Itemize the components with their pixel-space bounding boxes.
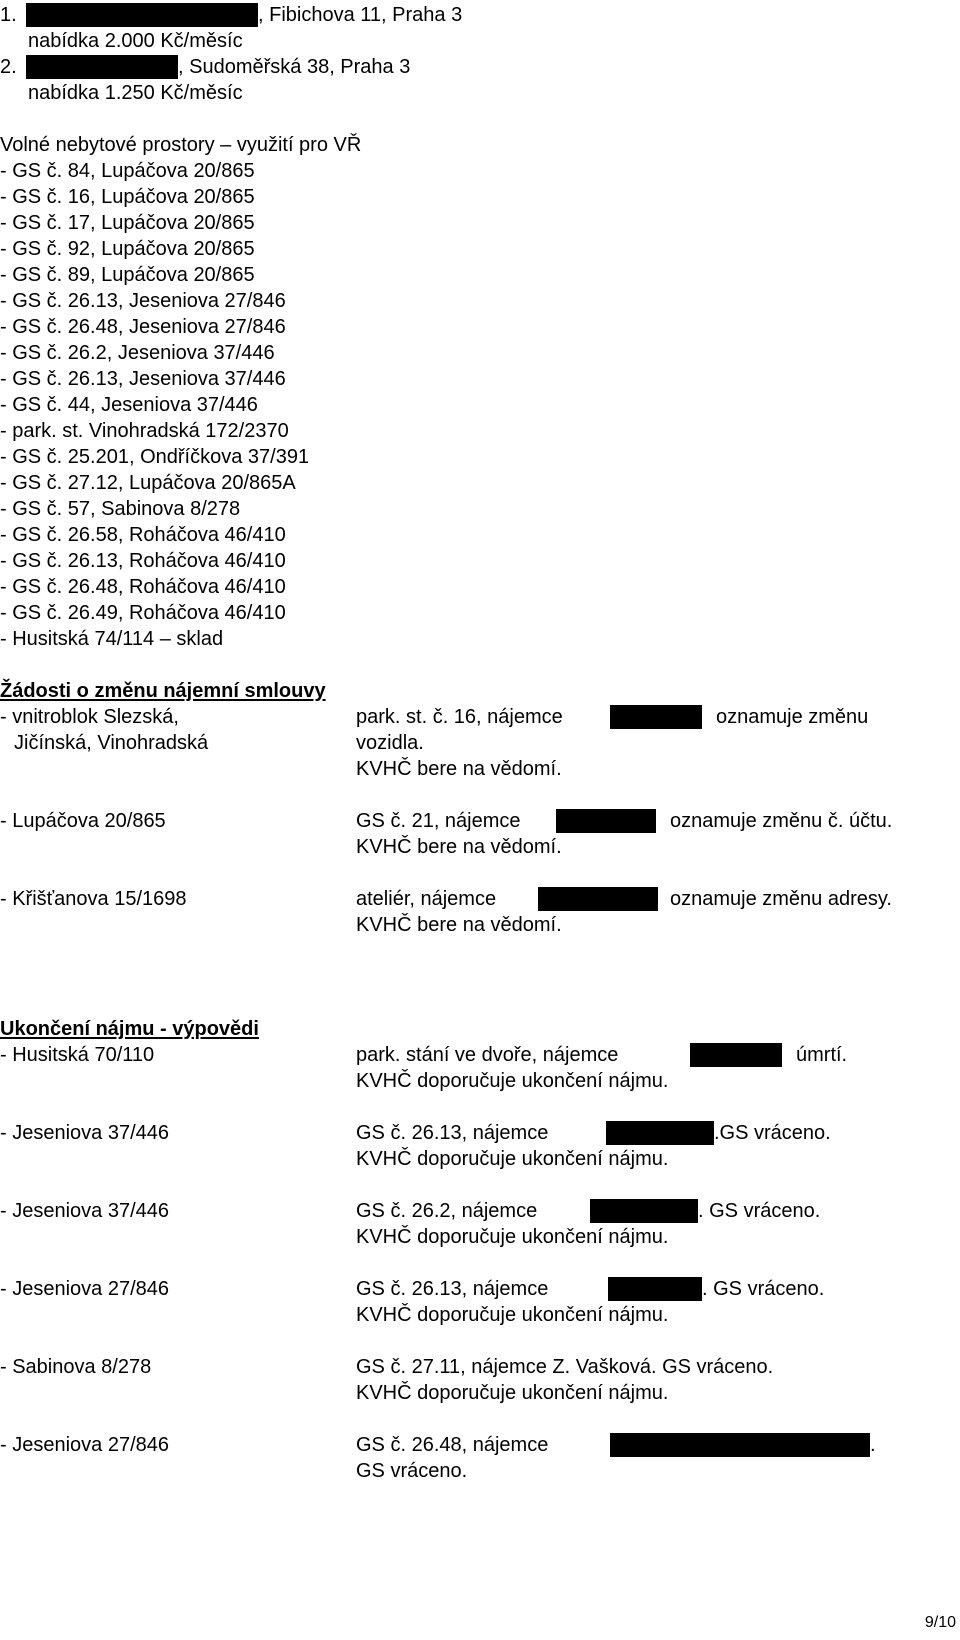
- redaction-block: [26, 55, 178, 79]
- change-2-text-right: oznamuje změnu č. účtu.: [670, 810, 893, 832]
- term-1-text-right: úmrtí.: [796, 1044, 848, 1066]
- change-2-note: KVHČ bere na vědomí.: [356, 836, 562, 858]
- vacant-item: - GS č. 25.201, Ondříčkova 37/391: [0, 446, 310, 468]
- redaction-block: [608, 1277, 702, 1301]
- vacant-item: - GS č. 17, Lupáčova 20/865: [0, 212, 255, 234]
- vacant-item: - GS č. 57, Sabinova 8/278: [0, 498, 241, 520]
- offer-1-price: nabídka 2.000 Kč/měsíc: [28, 30, 243, 52]
- vacant-item: - GS č. 44, Jeseniova 37/446: [0, 394, 258, 416]
- change-1-text-cont: vozidla.: [356, 732, 424, 754]
- change-2-location: - Lupáčova 20/865: [0, 810, 166, 832]
- termination-heading: Ukončení nájmu - výpovědi: [0, 1018, 259, 1040]
- vacant-item: - GS č. 26.13, Roháčova 46/410: [0, 550, 286, 572]
- redaction-block: [556, 809, 656, 833]
- vacant-item: - GS č. 26.13, Jeseniova 37/446: [0, 368, 286, 390]
- vacant-item: - GS č. 26.49, Roháčova 46/410: [0, 602, 286, 624]
- term-4-text: GS č. 26.13, nájemce: [356, 1278, 549, 1300]
- vacant-item: - GS č. 26.48, Roháčova 46/410: [0, 576, 286, 598]
- term-5-text: GS č. 27.11, nájemce Z. Vašková. GS vráceno.: [356, 1356, 774, 1378]
- vacant-item: - GS č. 26.48, Jeseniova 27/846: [0, 316, 286, 338]
- term-1-note: KVHČ doporučuje ukončení nájmu.: [356, 1070, 669, 1092]
- vacant-item: - GS č. 84, Lupáčova 20/865: [0, 160, 255, 182]
- term-2-location: - Jeseniova 37/446: [0, 1122, 170, 1144]
- change-3-note: KVHČ bere na vědomí.: [356, 914, 562, 936]
- term-6-location: - Jeseniova 27/846: [0, 1434, 170, 1456]
- change-3-text-right: oznamuje změnu adresy.: [670, 888, 892, 910]
- term-4-text-right: . GS vráceno.: [702, 1278, 825, 1300]
- term-4-location: - Jeseniova 27/846: [0, 1278, 170, 1300]
- term-1-text: park. stání ve dvoře, nájemce: [356, 1044, 619, 1066]
- redaction-block: [26, 3, 258, 27]
- redaction-block: [690, 1043, 782, 1067]
- redaction-block: [610, 705, 702, 729]
- vacant-item: - Husitská 74/114 – sklad: [0, 628, 224, 650]
- change-1-text-right: oznamuje změnu: [716, 706, 869, 728]
- change-1-text: park. st. č. 16, nájemce: [356, 706, 563, 728]
- vacant-item: - GS č. 16, Lupáčova 20/865: [0, 186, 255, 208]
- term-2-text: GS č. 26.13, nájemce: [356, 1122, 549, 1144]
- term-3-location: - Jeseniova 37/446: [0, 1200, 170, 1222]
- offer-2-number: 2.: [0, 56, 17, 78]
- term-3-note: KVHČ doporučuje ukončení nájmu.: [356, 1226, 669, 1248]
- change-3-text: ateliér, nájemce: [356, 888, 497, 910]
- vacant-item: - GS č. 92, Lupáčova 20/865: [0, 238, 255, 260]
- page-number: 9/10: [924, 1614, 956, 1631]
- offer-1-number: 1.: [0, 4, 17, 26]
- redaction-block: [606, 1121, 714, 1145]
- offer-2-address: , Sudoměřská 38, Praha 3: [178, 56, 411, 78]
- vacant-item: - park. st. Vinohradská 172/2370: [0, 420, 289, 442]
- offer-1-address: , Fibichova 11, Praha 3: [258, 4, 463, 26]
- offer-2-price: nabídka 1.250 Kč/měsíc: [28, 82, 243, 104]
- redaction-block: [590, 1199, 698, 1223]
- term-1-location: - Husitská 70/110: [0, 1044, 155, 1066]
- vacant-heading: Volné nebytové prostory – využití pro VŘ: [0, 134, 362, 156]
- change-1-note: KVHČ bere na vědomí.: [356, 758, 562, 780]
- change-1-location-cont: Jičínská, Vinohradská: [14, 732, 209, 754]
- vacant-item: - GS č. 89, Lupáčova 20/865: [0, 264, 255, 286]
- term-5-note: KVHČ doporučuje ukončení nájmu.: [356, 1382, 669, 1404]
- changes-heading: Žádosti o změnu nájemní smlouvy: [0, 680, 326, 702]
- change-1-location: - vnitroblok Slezská,: [0, 706, 179, 728]
- term-2-note: KVHČ doporučuje ukončení nájmu.: [356, 1148, 669, 1170]
- vacant-item: - GS č. 26.58, Roháčova 46/410: [0, 524, 286, 546]
- vacant-item: - GS č. 27.12, Lupáčova 20/865A: [0, 472, 296, 494]
- redaction-block: [610, 1433, 870, 1457]
- term-2-text-right: .GS vráceno.: [714, 1122, 831, 1144]
- term-3-text: GS č. 26.2, nájemce: [356, 1200, 538, 1222]
- term-6-note: GS vráceno.: [356, 1460, 468, 1482]
- change-2-text: GS č. 21, nájemce: [356, 810, 521, 832]
- term-6-text: GS č. 26.48, nájemce: [356, 1434, 549, 1456]
- term-4-note: KVHČ doporučuje ukončení nájmu.: [356, 1304, 669, 1326]
- redaction-block: [538, 887, 658, 911]
- term-3-text-right: . GS vráceno.: [698, 1200, 821, 1222]
- vacant-item: - GS č. 26.2, Jeseniova 37/446: [0, 342, 275, 364]
- term-5-location: - Sabinova 8/278: [0, 1356, 152, 1378]
- vacant-item: - GS č. 26.13, Jeseniova 27/846: [0, 290, 286, 312]
- change-3-location: - Křišťanova 15/1698: [0, 888, 187, 910]
- term-6-text-right: .: [870, 1434, 876, 1456]
